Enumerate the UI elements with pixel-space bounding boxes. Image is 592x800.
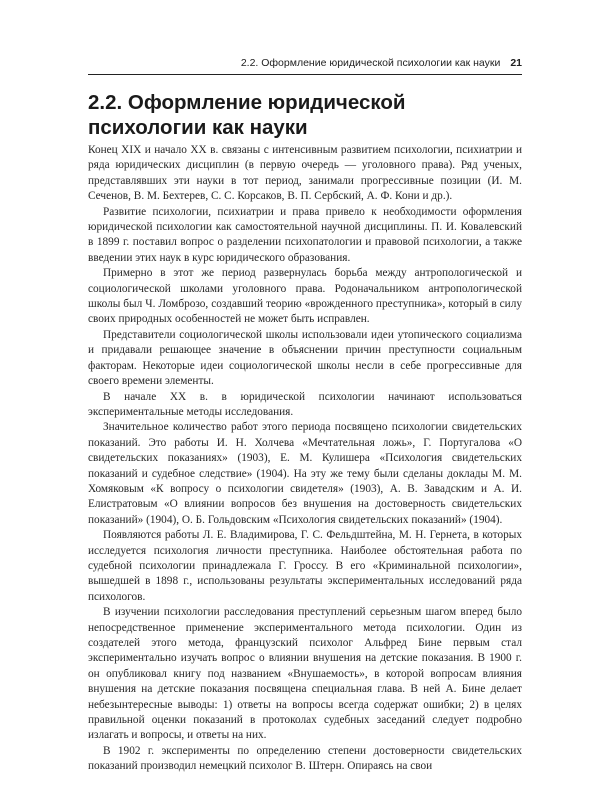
paragraph: В 1902 г. эксперименты по определению степени достоверности свидетельских показаний производил немецкий психолог В. Штерн. Опираясь на свои	[88, 744, 522, 773]
running-head	[241, 57, 522, 69]
paragraph: Развитие психологии, психиатрии и права привело к необходимости оформления юридической психологии как самостоятельной научной дисциплины. П. И. Ковалевский в 1899 г. поставил вопрос о разделении психопатологии и правовой психологии, а также введении этих наук в курс юридического образования.	[88, 205, 522, 264]
paragraph: В изучении психологии расследования преступлений серьезным шагом вперед было непосредственное применение экспериментального метода психологии. Один из создателей этого метода, французский психолог Альфред Бине первым стал экспериментально изучать вопрос о влиянии внушения на детские показания. В 1900 г. он опубликовал книгу под названием «Внушаемость», в которой вопросам влияния внушения на детские показания посвящена специальная глава. В ней А. Бине делает небезынтересные выводы: 1) ответы на вопросы всегда содержат ошибки; 2) в целях правильной оценки показаний в протоколах судебных заседаний следует подробно излагать и вопросы, и ответы на них.	[88, 606, 522, 742]
paragraph: Представители социологической школы использовали идеи утопического социализма и придавали решающее значение в объяснении причин преступности социальным факторам. Некоторые идеи социологической школы несли в себе прогрессивные для своего времени элементы.	[88, 328, 522, 388]
paragraph: Значительное количество работ этого периода посвящено психологии свидетельских показаний. Это работы И. Н. Холчева «Мечтательная ложь», Г. Португалова «О свидетельских показаниях» (1903), Е. М. Кулишера «Психология свидетельских показаний и судебное следствие» (1904). На эту же тему были сделаны доклады М. М. Хомяковым «К вопросу о психологии свидетеля» (1903), А. В. Завадским и А. И. Елистратовым «О влиянии вопросов без внушения на достоверность свидетельских показаний» (1904), О. Б. Гольдовским «Психология свидетельских показаний» (1904).	[88, 421, 522, 526]
paragraph: Конец XIX и начало XX в. связаны с интенсивным развитием психологии, психиатрии и ряда юридических дисциплин (в первую очередь — уголовного права). Ряд ученых, представлявших эти науки в тот период, занимали прогрессивные позиции (И. М. Сеченов, В. М. Бехтерев, С. С. Корсаков, В. П. Сербский, А. Ф. Кони и др.).	[88, 144, 522, 203]
section-title: 2.2. Оформление юридической психологии как науки	[88, 91, 406, 139]
body-text	[88, 143, 522, 775]
paragraph: Примерно в этот же период развернулась борьба между антропологической и социологической школами уголовного права. Родоначальником антропологической школы был Ч. Ломброзо, создавший теорию «врожденного преступника», который в силу своих природных особенностей не может быть исправлен.	[88, 267, 522, 326]
running-head-title: 2.2. Оформление юридической психологии как науки	[240, 57, 501, 69]
paragraph: В начале XX в. в юридической психологии начинают использоваться экспериментальные методы исследования.	[88, 390, 522, 418]
header-rule	[88, 74, 522, 75]
paragraph: Появляются работы Л. Е. Владимирова, Г. С. Фельдштейна, М. Н. Гернета, в которых исследуется психология личности преступника. Наиболее обстоятельная работа по судебной психологии принадлежала Г. Гроссу. В его «Криминальной психологии», вышедшей в 1898 г., использованы результаты экспериментальных исследований ряда психологов.	[88, 529, 522, 603]
page-number: 21	[510, 57, 522, 69]
